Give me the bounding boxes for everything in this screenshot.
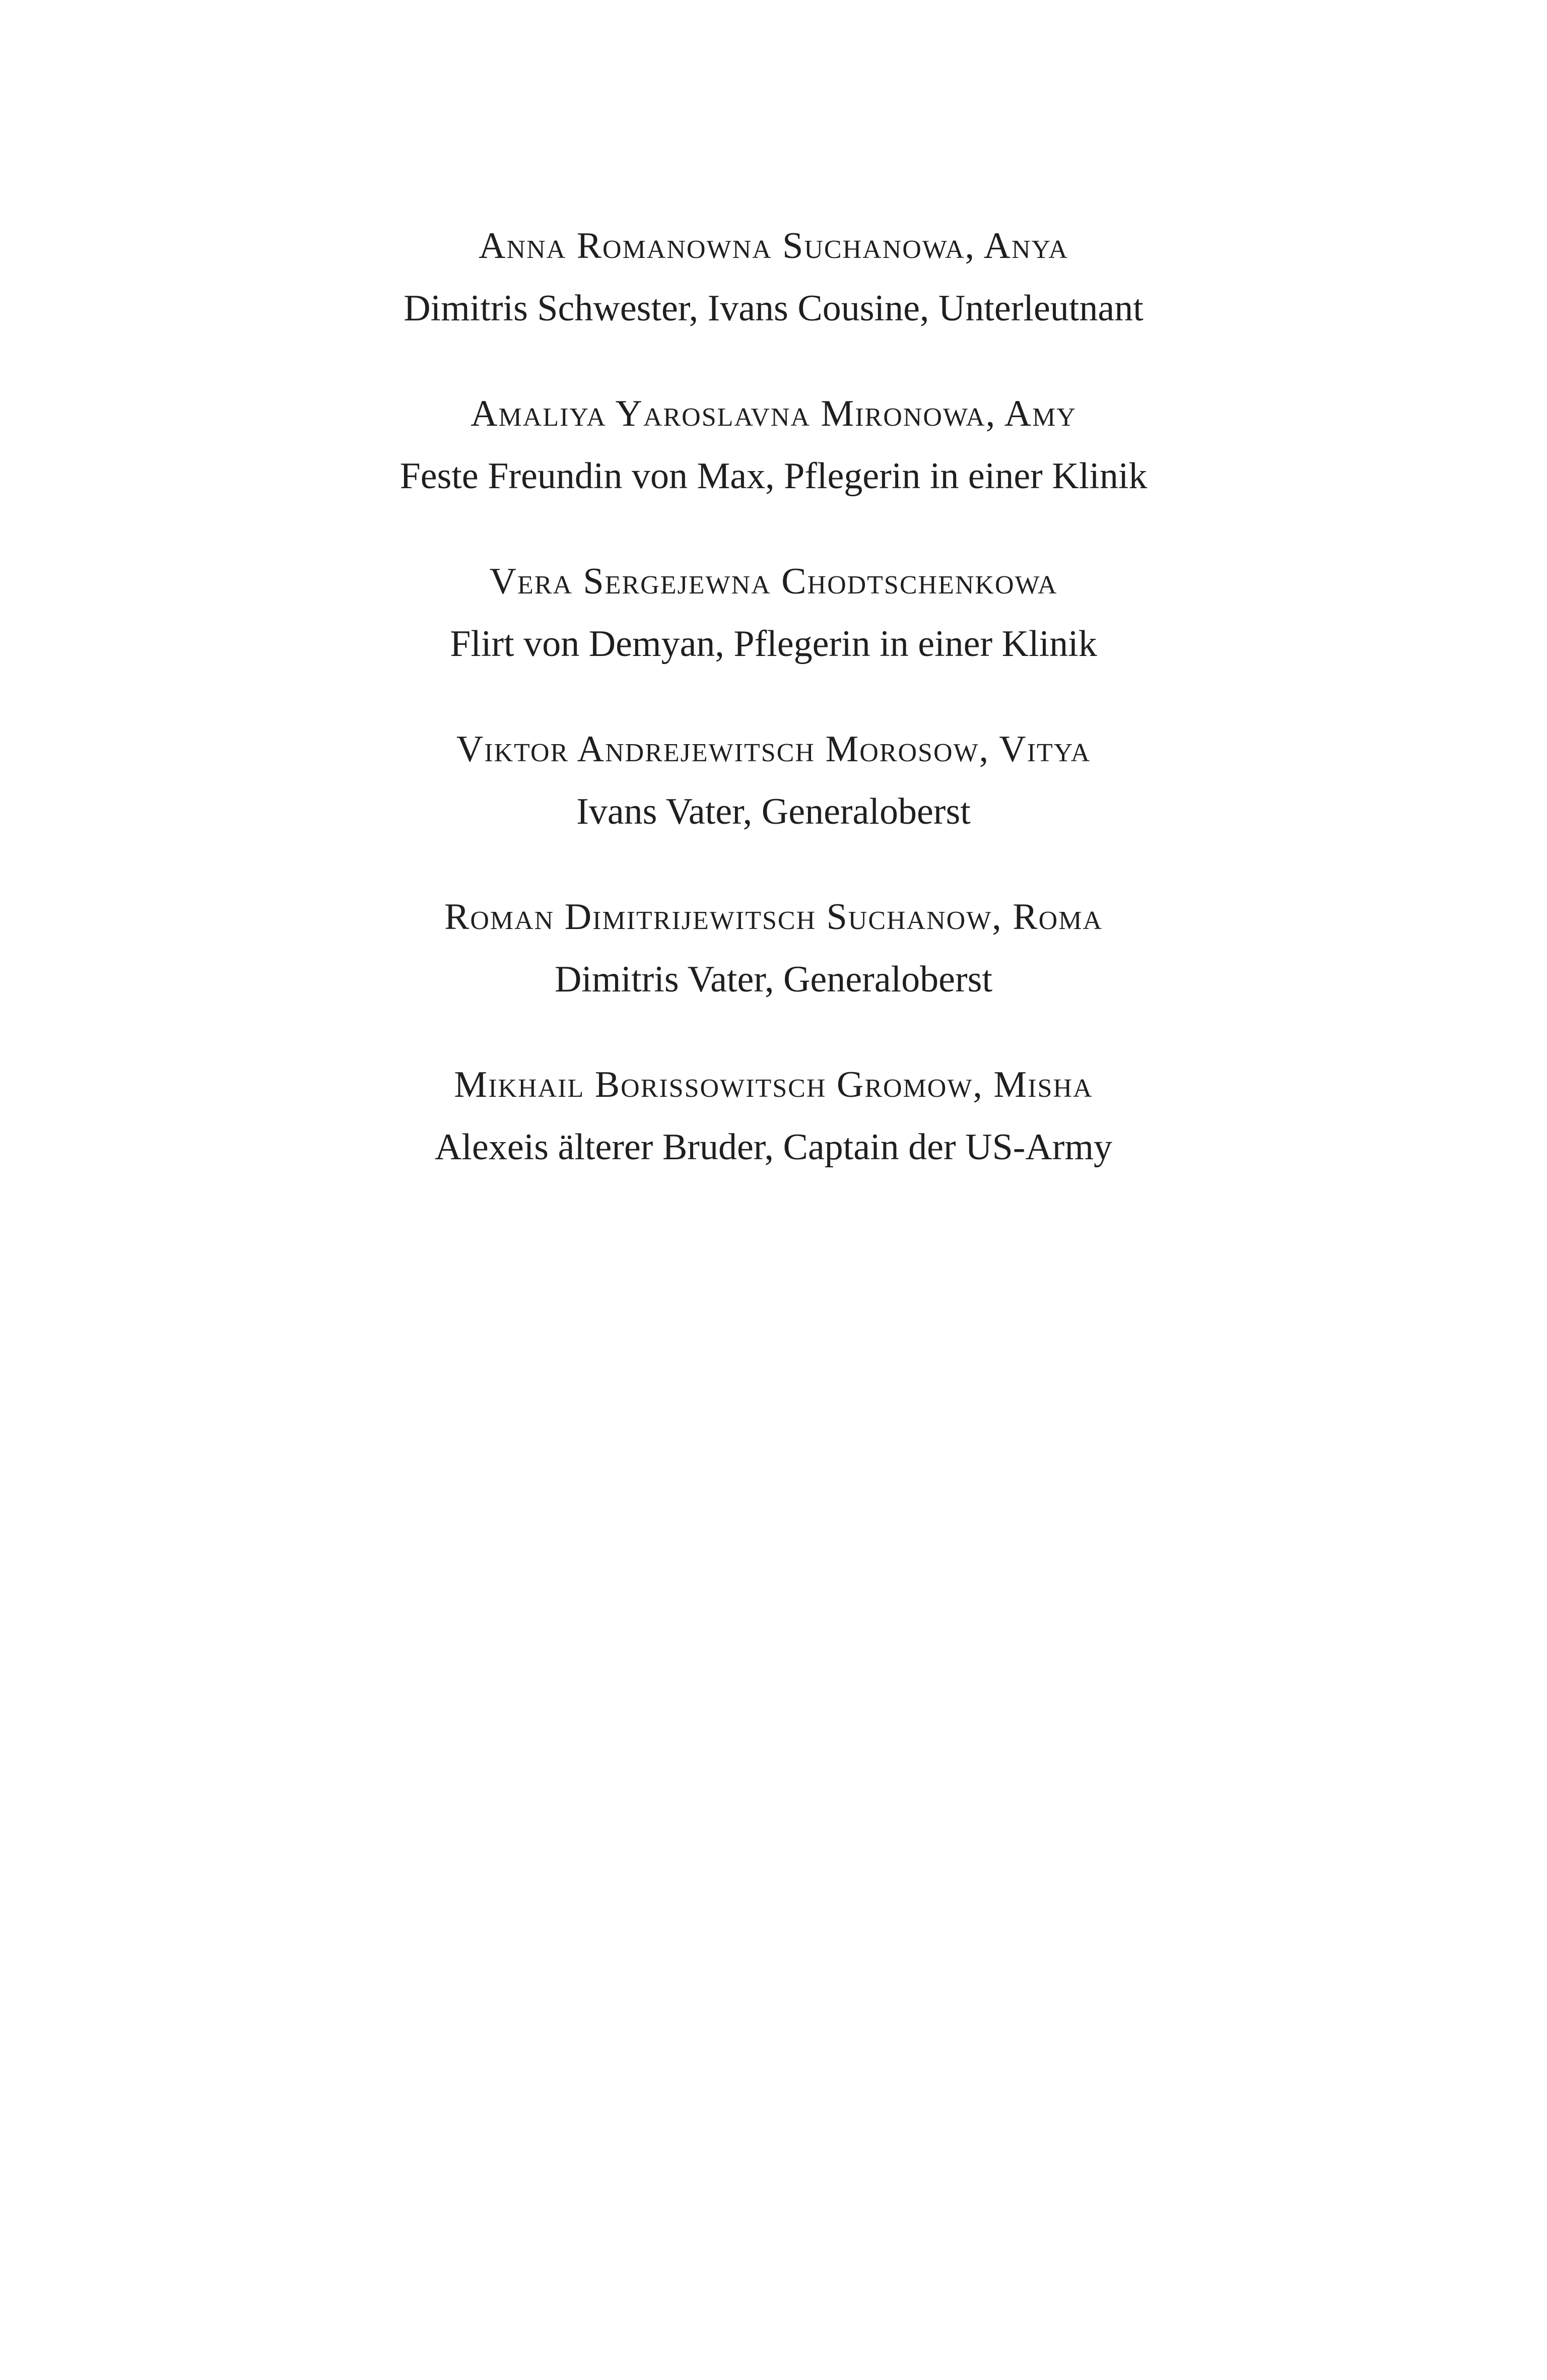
character-name: Anna Romanowna Suchanowa, Anya [479, 225, 1068, 267]
character-role: Alexeis älterer Bruder, Captain der US-Army [434, 1127, 1113, 1168]
character-role: Feste Freundin von Max, Pflegerin in einer Klinik [399, 455, 1148, 497]
character-role: Flirt von Demyan, Pflegerin in einer Klinik [450, 623, 1097, 665]
character-entry [0, 892, 1547, 1060]
character-name: Vera Sergejewna Chodtschenkowa [489, 561, 1058, 602]
character-name: Amaliya Yaroslavna Mironowa, Amy [470, 393, 1077, 434]
character-role: Dimitris Vater, Generaloberst [554, 959, 993, 1000]
character-entry [0, 388, 1547, 556]
character-role: Ivans Vater, Generaloberst [576, 791, 971, 832]
character-entry [0, 1060, 1547, 1227]
character-name: Roman Dimitrijewitsch Suchanow, Roma [444, 896, 1103, 938]
character-list [0, 221, 1547, 1227]
character-role: Dimitris Schwester, Ivans Cousine, Unterleutnant [403, 288, 1144, 329]
character-entry [0, 221, 1547, 388]
character-entry [0, 556, 1547, 724]
character-name: Viktor Andrejewitsch Morosow, Vitya [456, 729, 1091, 770]
character-name: Mikhail Borissowitsch Gromow, Misha [454, 1064, 1093, 1105]
character-entry [0, 724, 1547, 892]
